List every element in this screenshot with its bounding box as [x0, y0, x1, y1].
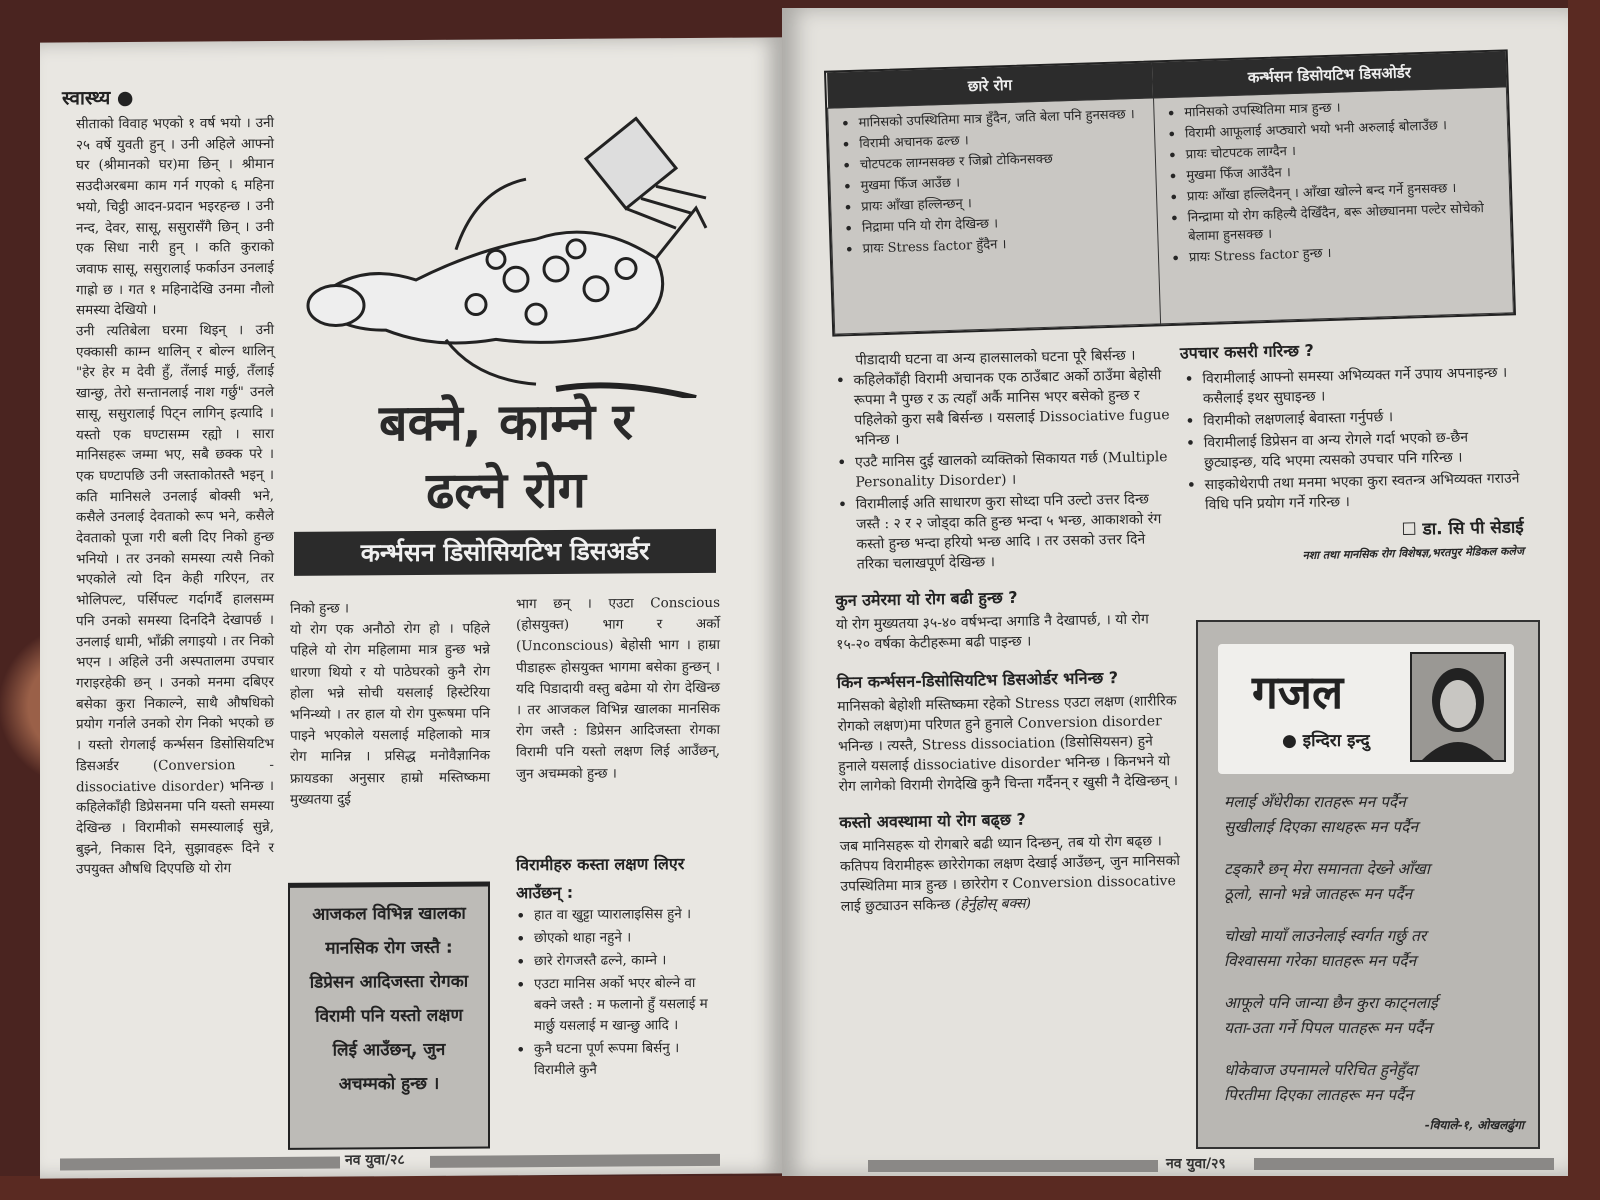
- right-column-a: [831, 345, 1181, 917]
- list-item: • प्रायः आँखा हल्लिन्छन् ।: [839, 189, 1148, 218]
- gazal-line: धोकेवाज उपनामले परिचित हुनेहुँदा: [1224, 1061, 1418, 1079]
- list-item: • निद्रामा पनि यो रोग देखिन्छ ।: [840, 210, 1149, 239]
- symptoms-list: [512, 904, 722, 1083]
- gazal-line: आफूले पनि जान्या छैन कुरा काट्नलाई: [1224, 994, 1438, 1012]
- list-item: • मुखमा फिँज आउँदैन ।: [1164, 157, 1501, 187]
- list-item: • विरामीलाई अति साधारण कुरा सोध्दा पनि उल्टो उत्तर दिन्छ जस्तै : २ र २ जोड्दा कति हुन्छ भन्दा ५ भन्छ, आकाशको रंग कस्तो हुन्छ भन्दा हरियो भन्छ आदि । तर उसको उत्तर दिने तरिका चलाखपूर्ण देखिन्छ ।: [834, 489, 1175, 575]
- left-column-2: निको हुन्छ । यो रोग एक अनौठो रोग हो । पहिले पहिले यो रोग महिलामा मात्र हुन्छ भन्ने धारणा थियो र यो पाठेघरको कुनै रोग होला भन्ने सोची यसलाई हिस्टेरिया भनिन्थ्यो । तर हाल यो रोग पुरूषमा पनि पाइने भएकोले यसलाई महिलाको मात्र रोग मानिन्न । प्रसिद्ध मनोवैज्ञानिक फ्रायडका अनुसार हाम्रो मस्तिष्कमा मुख्यतया दुई: [290, 600, 490, 808]
- colA-intro: पीडादायी घटना वा अन्य हालसालको घटना पूरै बिर्सन्छ ।: [855, 347, 1136, 369]
- section-label-text: स्वास्थ्य: [62, 87, 111, 110]
- list-item: • प्रायः आँखा हल्लिदैनन् । आँखा खोल्ने बन्द गर्ने हुनसक्छ ।: [1165, 178, 1502, 208]
- when-heading: कस्तो अवस्थामा यो रोग बढ्छ ?: [839, 809, 1026, 832]
- list-item: • विरामीलाई आफ्नो समस्या अभिव्यक्त गर्ने उपाय अपनाइन्छ । कसैलाई इथर सुघाइन्छ ।: [1180, 362, 1521, 409]
- gazal-line: सुखीलाई दिएका साथहरू मन पर्दैन: [1224, 817, 1418, 836]
- list-item: • विरामी अचानक ढल्छ ।: [837, 126, 1146, 155]
- comparison-table: [824, 49, 1516, 336]
- left-page: [40, 37, 782, 1178]
- list-item: • हात वा खुट्टा प्यारालाइसिस हुने ।: [512, 904, 722, 926]
- list-item: • एउटा मानिस अर्को भएर बोल्ने वा बक्ने जस्तै : म फलानो हुँ यसलाई म मार्छु यसलाई म खान्छु आदि ।: [512, 973, 722, 1037]
- why-text: मानिसको बेहोशी मस्तिष्कमा रहेको Stress एउटा लक्षण (शारीरिक रोगको लक्षण)मा परिणत हुने हुनाले Conversion disorder भनिन्छ । त्यस्तै, Stress dissociation (डिसोसियसन) हुने हुनाले यसलाई dissociative disorder भनिन्छ । किनभने यो रोग लागेको विरामी रोगदेखि कुनै चिन्ता गर्दैनन् र खुसी नै देखिन्छन् ।: [837, 693, 1179, 795]
- when-text: [840, 831, 1181, 917]
- left-column-3: भाग छन् । एउटा Conscious (होसयुक्त) भाग र अर्को (Unconscious) बेहोसी भाग । हाम्रा पीडाहरू होसयुक्त भागमा बसेका हुन्छन् । यदि पिडादायी वस्तु बढेमा यो रोग देखिन्छ । तर आजकल विभिन्न खालका मानसिक रोग जस्तै : डिप्रेसन आदिजस्ता रोगका विरामी पनि यस्तो लक्षण लिई आउँछन्, जुन अचम्मको हुन्छ ।: [516, 594, 720, 782]
- treatment-list: [1180, 362, 1523, 515]
- gazal-header: [1218, 644, 1514, 774]
- colA-bullets: [831, 365, 1175, 575]
- gazal-verses: [1224, 790, 1524, 1138]
- author-name-text: डा. सि पी सेडाई: [1422, 517, 1524, 540]
- footer-rule-left: [868, 1160, 1158, 1172]
- why-heading: किन कर्न्भसन-डिसोसियटिभ डिसओर्डर भनिन्छ ?: [836, 668, 1119, 692]
- gazal-signoff: -वियाले-१, ओखलढुंगा: [1424, 1118, 1524, 1132]
- fainting-woman-illustration: [296, 98, 716, 401]
- article-title-line2: ढल्ने रोग: [426, 460, 586, 520]
- gazal-poet: ● इन्दिरा इन्दु: [1282, 731, 1370, 751]
- when-note: (हेर्नुहोस् बक्स): [954, 895, 1032, 913]
- article-title-line1: बक्ने, काम्ने र: [379, 392, 633, 453]
- gazal-line: ठूलो, सानो भन्ने जातहरू मन पर्दैन: [1224, 884, 1413, 903]
- pullquote-box: [288, 881, 490, 1149]
- list-item: • साइकोथेरापी तथा मनमा भएका कुरा स्वतन्त्र अभिव्यक्त गराउने विधि पनि प्रयोग गर्ने गरिन्छ ।: [1182, 468, 1523, 515]
- checkbox-icon: ☐: [1401, 519, 1417, 540]
- list-item: • विरामीलाई डिप्रेसन वा अन्य रोगले गर्दा भएको छ-छैन छुट्याइन्छ, यदि भएमा त्यसको उपचार पनि गरिन्छ ।: [1182, 426, 1523, 473]
- pullquote-text: आजकल विभिन्न खालका मानसिक रोग जस्तै : डिप्रेसन आदिजस्ता रोगका विरामी पनि यस्तो लक्षण लिई आउँछन्, जुन अचम्मको हुन्छ ।: [309, 903, 469, 1095]
- gazal-line: टड्कारै छन् मेरा समानता देख्ने आँखा: [1224, 860, 1430, 878]
- page-number-left: नव युवा/२८: [345, 1152, 405, 1169]
- list-item: • प्रायः Stress factor हुन्छ ।: [1167, 239, 1504, 269]
- poet-portrait-icon: [1412, 654, 1504, 760]
- table-header-epilepsy: छारे रोग: [827, 62, 1154, 108]
- table-header-conversion: कर्न्भसन डिसोयटिभ डिसओर्डर: [1152, 51, 1506, 98]
- gazal-line: चोखो मायाँ लाउनेलाई स्वर्गत गर्छु तर: [1224, 927, 1427, 945]
- footer-rule-right: [430, 1154, 720, 1168]
- table-cell-epilepsy: [828, 98, 1161, 334]
- author-name: [1183, 514, 1523, 544]
- list-item: • कहिलेकाँही विरामी अचानक एक ठाउँबाट अर्को ठाउँमा बेहोसी रूपमा नै पुग्छ र ऊ त्यहाँ अर्कै मानिस भएर बसेको हुन्छ र पहिलेको कुरा सबै बिर्सन्छ । यसलाई Dissociative fugue भनिन्छ ।: [831, 365, 1172, 451]
- gazal-line: यता-उता गर्ने पिपल पातहरू मन पर्दैन: [1224, 1018, 1432, 1037]
- list-item: • मानिसको उपस्थितिमा मात्र हुन्छ ।: [1162, 94, 1499, 124]
- symptoms-heading: विरामीहरु कस्ता लक्षण लिएर आउँछन् :: [516, 854, 685, 903]
- subtitle-bar: कर्न्भसन डिसोसियटिभ डिसअर्डर: [294, 529, 716, 576]
- list-item: • छोएको थाहा नहुने ।: [512, 927, 722, 949]
- age-heading: कुन उमेरमा यो रोग बढी हुन्छ ?: [835, 587, 1018, 610]
- list-item: • मुखमा फिँज आउँछ ।: [838, 168, 1147, 197]
- list-item: • प्रायः Stress factor हुँदैन ।: [840, 231, 1149, 260]
- when-text-body: जब मानिसहरू यो रोगबारे बढी ध्यान दिन्छन्, तब यो रोग बढ्छ । कतिपय विरामीहरू छारेरोगका लक्षण देखाई आउँछन्, जुन मानिसको उपस्थितिमा मात्र हुन्छ । छारेरोग र Conversion dissocative लाई छुट्याउन सकिन्छ: [839, 833, 1181, 915]
- gazal-title: गजल: [1252, 665, 1344, 719]
- gazal-line: पिरतीमा दिएका लातहरू मन पर्दैन: [1224, 1085, 1413, 1104]
- poet-photo: [1410, 652, 1506, 762]
- list-item: • कुनै घटना पूर्ण रूपमा बिर्सनु । विरामीले कुनै: [512, 1038, 722, 1081]
- left-column-1: सीताको विवाह भएको १ वर्ष भयो । उनी २५ वर्षे युवती हुन् । उनी अहिले आफ्नो घर (श्रीमानको घर)मा छिन् । श्रीमान सउदीअरबमा काम गर्न गएको ६ महिना भयो, चिट्ठी आदन-प्रदान भइरहन्छ । उनी नन्द, देवर, सासू, ससुरासँगै छिन् । उनी एक सिधा नारी हुन् । कति कुराको जवाफ सासू, ससुरालाई फर्काउन उनलाई गाह्रो छ । गत १ महिनादेखि उनमा नौलो समस्या देखियो । उनी त्यतिबेला घरमा थिइन् । उनी एक्कासी काम्न थालिन् र बोल्न थालिन् "हेर हेर म देवी हुँ, तँलाई मार्छु, तँलाई खान्छु, तेरो सन्तानलाई नाश गर्छु" उनले सासू, ससुरालाई पिट्न लागिन् इत्यादि । यस्तो एक घण्टासम्म रह्यो । सारा मानिसहरू जम्मा भए, सबै छक्क परे । एक घण्टापछि उनी जस्ताकोतस्तै भइन् । कति मानिसले उनलाई बोक्सी भने, कसैले उनलाई देवताको रूप भने, कसैले देवताको पूजा गरी बली दिए निको हुन्छ भनियो । तर उनको समस्या त्यसै निको भएकोले त्यो दिन केही गरिएन, तर भोलिपल्ट, पर्सिपल्ट गर्दागर्दै हालसम्म पनि उनको समस्या दिनदिनै देखापर्छ । उनलाई धामी, भाँक्री लगाइयो । तर निको भएन । अहिले उनी अस्पतालमा उपचार गराइरहेकी छन् । उनको मनमा दबिएर बसेका कुरा निकाल्ने, साथै औषधिको प्रयोग गर्नाले उनको रोग निको भएको छ । यस्तो रोगलाई कर्न्भसन डिसोसियटिभ डिसअर्डर (Conversion - dissociative disorder) भनिन्छ । कहिलेकाँही डिप्रेसनमा पनि यस्तो समस्या देखिन्छ । विरामीको समस्यालाई सुन्ने, बुझ्ने, निकास दिने, सुझावहरू दिने र उपयुक्त औषधि दिएपछि यो रोग: [76, 114, 274, 878]
- list-item: • निन्द्रामा यो रोग कहिल्यै देखिँदैन, बरू ओछ्यानमा पल्टेर सोचेको बेलामा हुनसक्छ ।: [1165, 199, 1502, 248]
- table-cell-conversion: [1153, 87, 1513, 324]
- section-label: स्वास्थ्य ●: [62, 86, 134, 110]
- list-item: • विरामीको लक्षणलाई बेवास्ता गर्नुपर्छ ।: [1181, 404, 1521, 431]
- author-title: नशा तथा मानसिक रोग विशेषज्ञ,भरतपुर मेडिकल कलेज: [1302, 544, 1525, 563]
- footer-rule-right: [1254, 1158, 1554, 1170]
- gazal-poet-text: इन्दिरा इन्दु: [1302, 731, 1370, 751]
- page-number-right: नव युवा/२९: [1166, 1156, 1226, 1172]
- gazal-line: विश्वासमा गरेका घातहरू मन पर्दैन: [1224, 951, 1417, 970]
- list-item: • छारे रोगजस्तै ढल्ने, काम्ने ।: [512, 950, 722, 972]
- treatment-heading: उपचार कसरी गरिन्छ ?: [1179, 340, 1315, 363]
- list-item: • प्रायः चोटपटक लाग्दैन ।: [1163, 136, 1500, 166]
- list-item: • चोटपटक लाग्नसक्छ र जिब्रो टोकिनसक्छ: [838, 147, 1147, 176]
- age-text: यो रोग मुख्यतया ३५-४० वर्षभन्दा अगाडि नै देखापर्छ, । यो रोग १५-२० वर्षका केटीहरूमा बढी पाइन्छ ।: [835, 611, 1149, 653]
- list-item: • एउटै मानिस दुई खालको व्यक्तिको सिकायत गर्छ (Multiple Personality Disorder) ।: [833, 447, 1174, 493]
- gazal-box: [1196, 620, 1540, 1149]
- footer-rule-left: [60, 1156, 340, 1170]
- list-item: • मानिसको उपस्थितिमा मात्र हुँदैन, जति बेला पनि हुनसक्छ ।: [836, 105, 1145, 134]
- list-item: • विरामी आफूलाई अप्ठ्यारो भयो भनी अरुलाई बोलाउँछ ।: [1163, 115, 1500, 145]
- right-column-b: [1180, 334, 1525, 569]
- gazal-line: मलाई अँधेरीका रातहरू मन पर्दैन: [1224, 793, 1406, 811]
- right-page: [782, 8, 1568, 1176]
